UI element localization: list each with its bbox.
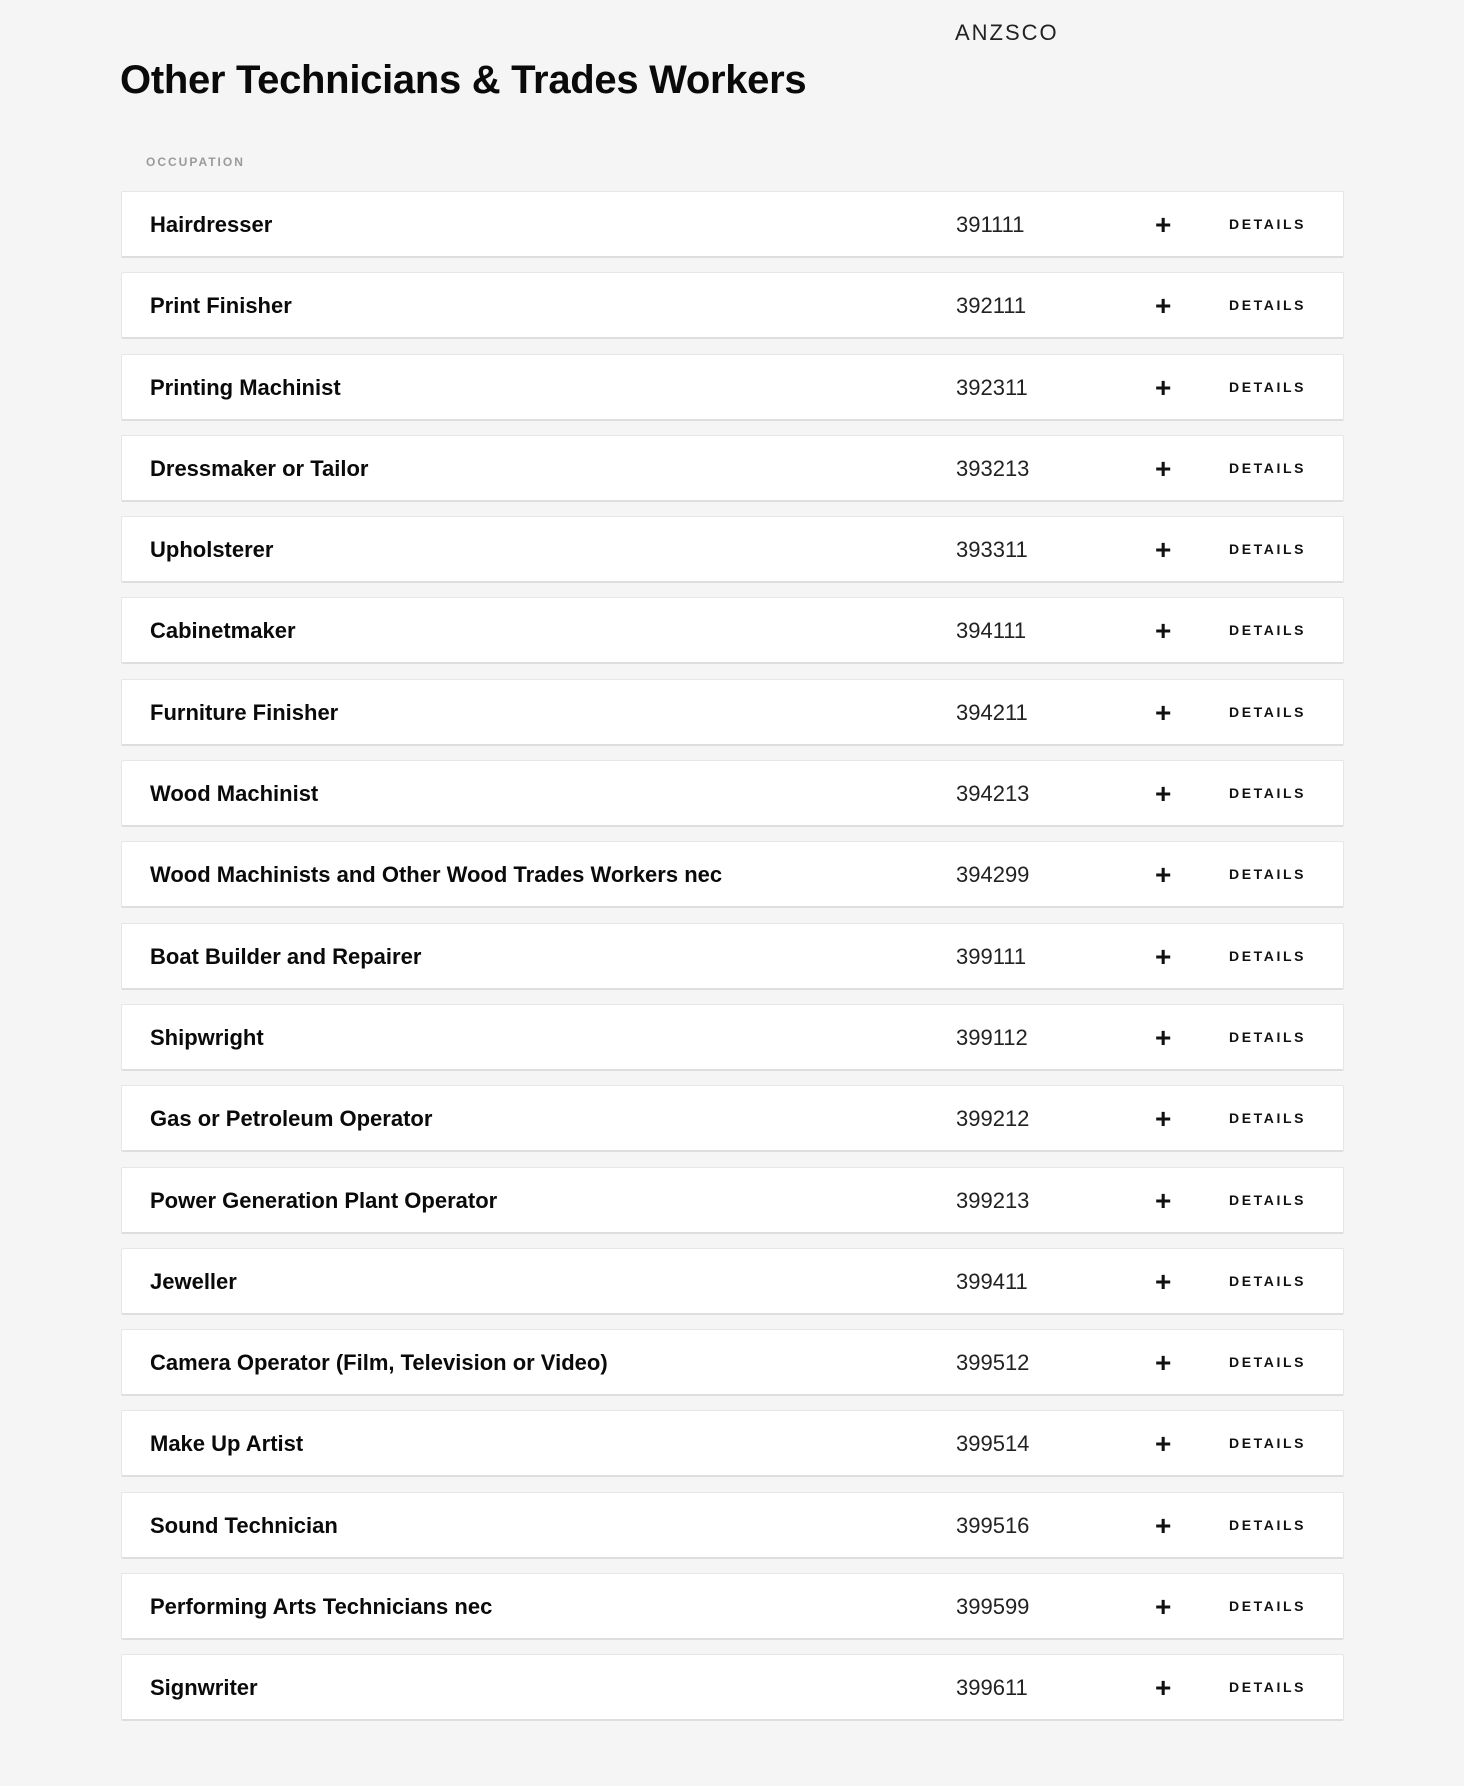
table-row	[121, 435, 1344, 502]
table-row	[121, 1329, 1344, 1396]
occupation-name: Shipwright	[150, 1024, 264, 1050]
occupation-name: Furniture Finisher	[150, 699, 339, 725]
occupation-name: Wood Machinist	[150, 781, 319, 807]
plus-icon[interactable]: +	[1155, 1428, 1172, 1460]
details-button[interactable]: DETAILS	[1229, 622, 1307, 639]
table-row	[121, 1573, 1344, 1640]
occupation-name: Jeweller	[150, 1268, 237, 1294]
occupation-name: Hairdresser	[150, 212, 273, 237]
plus-icon[interactable]: +	[1155, 615, 1172, 647]
table-row	[121, 760, 1344, 827]
occupation-list	[121, 191, 1344, 1736]
table-row	[121, 841, 1344, 908]
plus-icon[interactable]: +	[1155, 371, 1172, 403]
table-row	[121, 1167, 1344, 1234]
anzsco-code: 394299	[956, 862, 1030, 888]
table-row	[121, 1492, 1344, 1559]
table-row	[121, 1410, 1344, 1477]
anzsco-code: 392111	[956, 293, 1027, 319]
details-button[interactable]: DETAILS	[1229, 1110, 1307, 1127]
table-row	[121, 516, 1344, 583]
anzsco-code: 399411	[956, 1268, 1028, 1294]
details-button[interactable]: DETAILS	[1229, 1272, 1307, 1289]
table-row	[121, 1085, 1344, 1152]
details-button[interactable]: DETAILS	[1229, 541, 1307, 558]
details-button[interactable]: DETAILS	[1229, 1354, 1307, 1371]
plus-icon[interactable]: +	[1155, 696, 1172, 728]
anzsco-code: 399599	[956, 1594, 1030, 1620]
occupation-name: Wood Machinists and Other Wood Trades Workers nec	[150, 862, 723, 888]
anzsco-code: 391111	[956, 212, 1025, 237]
plus-icon[interactable]: +	[1155, 1509, 1172, 1541]
table-row	[121, 191, 1344, 258]
occupation-name: Power Generation Plant Operator	[150, 1187, 498, 1213]
details-button[interactable]: DETAILS	[1229, 1679, 1307, 1696]
table-row	[121, 1248, 1344, 1315]
table-row	[121, 1654, 1344, 1721]
plus-icon[interactable]: +	[1155, 1021, 1172, 1053]
column-header-occupation: OCCUPATION	[146, 155, 245, 169]
anzsco-code: 394211	[956, 699, 1028, 725]
occupation-name: Cabinetmaker	[150, 618, 296, 644]
plus-icon[interactable]: +	[1155, 452, 1172, 484]
occupation-name: Dressmaker or Tailor	[150, 455, 369, 481]
details-button[interactable]: DETAILS	[1229, 1598, 1307, 1615]
anzsco-code: 393311	[956, 537, 1028, 563]
plus-icon[interactable]: +	[1155, 1184, 1172, 1216]
details-button[interactable]: DETAILS	[1229, 866, 1307, 883]
occupation-name: Upholsterer	[150, 537, 274, 563]
page-title: Other Technicians & Trades Workers	[120, 58, 807, 102]
plus-icon[interactable]: +	[1155, 1103, 1172, 1135]
occupation-name: Camera Operator (Film, Television or Video)	[150, 1350, 608, 1376]
plus-icon[interactable]: +	[1155, 1347, 1172, 1379]
anzsco-code: 399112	[956, 1024, 1028, 1050]
table-row	[121, 679, 1344, 746]
details-button[interactable]: DETAILS	[1229, 1435, 1307, 1452]
occupation-name: Gas or Petroleum Operator	[150, 1106, 433, 1132]
details-button[interactable]: DETAILS	[1229, 947, 1307, 964]
details-button[interactable]: DETAILS	[1229, 1028, 1307, 1045]
details-button[interactable]: DETAILS	[1229, 703, 1307, 720]
plus-icon[interactable]: +	[1155, 778, 1172, 810]
anzsco-code: 393213	[956, 455, 1030, 481]
table-row	[121, 597, 1344, 664]
plus-icon[interactable]: +	[1155, 209, 1172, 240]
plus-icon[interactable]: +	[1155, 1265, 1172, 1297]
details-button[interactable]: DETAILS	[1229, 1516, 1307, 1533]
table-row	[121, 923, 1344, 990]
details-button[interactable]: DETAILS	[1229, 297, 1307, 314]
column-header-anzsco: ANZSCO	[955, 20, 1059, 45]
anzsco-code: 399213	[956, 1187, 1030, 1213]
anzsco-code: 399512	[956, 1350, 1030, 1376]
plus-icon[interactable]: +	[1155, 290, 1172, 322]
occupation-name: Performing Arts Technicians nec	[150, 1594, 493, 1620]
plus-icon[interactable]: +	[1155, 534, 1172, 566]
occupation-name: Printing Machinist	[150, 374, 341, 400]
plus-icon[interactable]: +	[1155, 859, 1172, 891]
anzsco-code: 399212	[956, 1106, 1030, 1132]
occupation-name: Make Up Artist	[150, 1431, 304, 1457]
details-button[interactable]: DETAILS	[1229, 378, 1307, 395]
anzsco-code: 394111	[956, 618, 1027, 644]
table-row	[121, 354, 1344, 421]
anzsco-code: 399514	[956, 1431, 1030, 1457]
table-row	[121, 1004, 1344, 1071]
anzsco-code: 399611	[956, 1675, 1028, 1701]
plus-icon[interactable]: +	[1155, 1591, 1172, 1623]
details-button[interactable]: DETAILS	[1229, 785, 1307, 802]
plus-icon[interactable]: +	[1155, 940, 1172, 972]
details-button[interactable]: DETAILS	[1229, 216, 1307, 232]
plus-icon[interactable]: +	[1155, 1672, 1172, 1704]
anzsco-code: 399111	[956, 943, 1027, 969]
occupation-name: Signwriter	[150, 1675, 258, 1701]
anzsco-code: 399516	[956, 1512, 1030, 1538]
table-row	[121, 272, 1344, 339]
details-button[interactable]: DETAILS	[1229, 459, 1307, 476]
anzsco-code: 392311	[956, 374, 1028, 400]
occupation-name: Sound Technician	[150, 1512, 338, 1538]
occupation-name: Print Finisher	[150, 293, 292, 319]
occupation-name: Boat Builder and Repairer	[150, 943, 422, 969]
details-button[interactable]: DETAILS	[1229, 1191, 1307, 1208]
anzsco-code: 394213	[956, 781, 1030, 807]
